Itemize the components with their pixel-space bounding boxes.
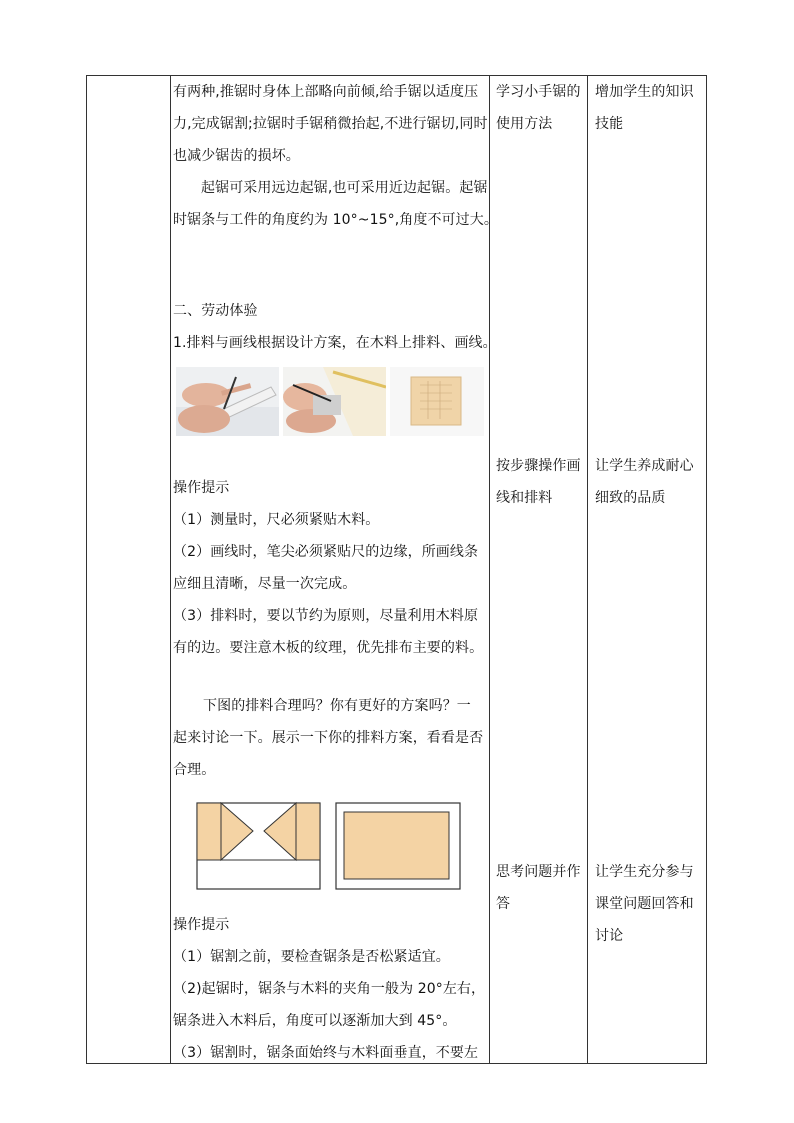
tip-line: （3）排料时，要以节约为原则，尽量利用木料原 bbox=[173, 608, 479, 624]
tip-line: （2）画线时，笔尖必须紧贴尺的边缘，所画线条 bbox=[173, 544, 479, 560]
column-divider-1 bbox=[170, 76, 171, 1063]
question-line: 合理。 bbox=[173, 762, 216, 778]
activity-text: 思考问题并作 bbox=[496, 864, 581, 880]
tip-line: （3）锯割时，锯条面始终与木料面垂直，不要左 bbox=[173, 1045, 479, 1061]
goal-text: 课堂问题回答和 bbox=[595, 896, 694, 912]
photo-strip bbox=[176, 367, 484, 436]
goal-text: 细致的品质 bbox=[595, 490, 666, 506]
tips-title: 操作提示 bbox=[173, 917, 230, 933]
tip-line: （1）测量时，尺必须紧贴木料。 bbox=[173, 512, 380, 528]
goal-text: 技能 bbox=[595, 116, 624, 132]
text-line: 时锯条与工件的角度约为 10°~15°,角度不可过大。 bbox=[173, 212, 498, 228]
tip-line: 锯条进入木料后，角度可以逐渐加大到 45°。 bbox=[173, 1013, 457, 1029]
tip-line: （2)起锯时，锯条与木料的夹角一般为 20°左右， bbox=[173, 981, 486, 997]
activity-text: 线和排料 bbox=[496, 490, 553, 506]
hands-drawing-line-photo bbox=[283, 367, 386, 436]
layout-option-a bbox=[197, 803, 320, 889]
column-divider-3 bbox=[587, 76, 588, 1063]
text-line: 也减少锯齿的损坏。 bbox=[173, 148, 300, 164]
activity-text: 学习小手锯的 bbox=[496, 84, 581, 100]
activity-text: 使用方法 bbox=[496, 116, 553, 132]
step-text: 1.排料与画线根据设计方案，在木料上排料、画线。 bbox=[173, 335, 497, 351]
layout-diagram bbox=[196, 800, 462, 892]
text-line: 有两种,推锯时身体上部略向前倾,给手锯以适度压 bbox=[173, 84, 479, 100]
activity-text: 按步骤操作画 bbox=[496, 458, 581, 474]
goal-text: 增加学生的知识 bbox=[595, 84, 694, 100]
layout-option-b bbox=[336, 803, 460, 889]
question-line: 下图的排料合理吗？你有更好的方案吗？一 bbox=[203, 698, 471, 714]
section-title: 二、劳动体验 bbox=[173, 303, 258, 319]
goal-text: 让学生养成耐心 bbox=[595, 458, 694, 474]
tips-title: 操作提示 bbox=[173, 480, 230, 496]
tip-line: （1）锯割之前，要检查锯条是否松紧适宜。 bbox=[173, 949, 450, 965]
text-line: 起锯可采用远边起锯,也可采用近边起锯。起锯 bbox=[201, 180, 488, 196]
question-line: 起来讨论一下。展示一下你的排料方案，看看是否 bbox=[173, 730, 484, 746]
goal-text: 讨论 bbox=[595, 928, 624, 944]
marked-wood-board-photo bbox=[390, 367, 484, 436]
activity-text: 答 bbox=[496, 896, 511, 912]
tip-line: 有的边。要注意木板的纹理，优先排布主要的料。 bbox=[173, 640, 484, 656]
goal-text: 让学生充分参与 bbox=[595, 864, 694, 880]
hands-measuring-photo bbox=[176, 367, 279, 436]
text-line: 力,完成锯割;拉锯时手锯稍微抬起,不进行锯切,同时 bbox=[173, 116, 488, 132]
tip-line: 应细且清晰，尽量一次完成。 bbox=[173, 576, 357, 592]
